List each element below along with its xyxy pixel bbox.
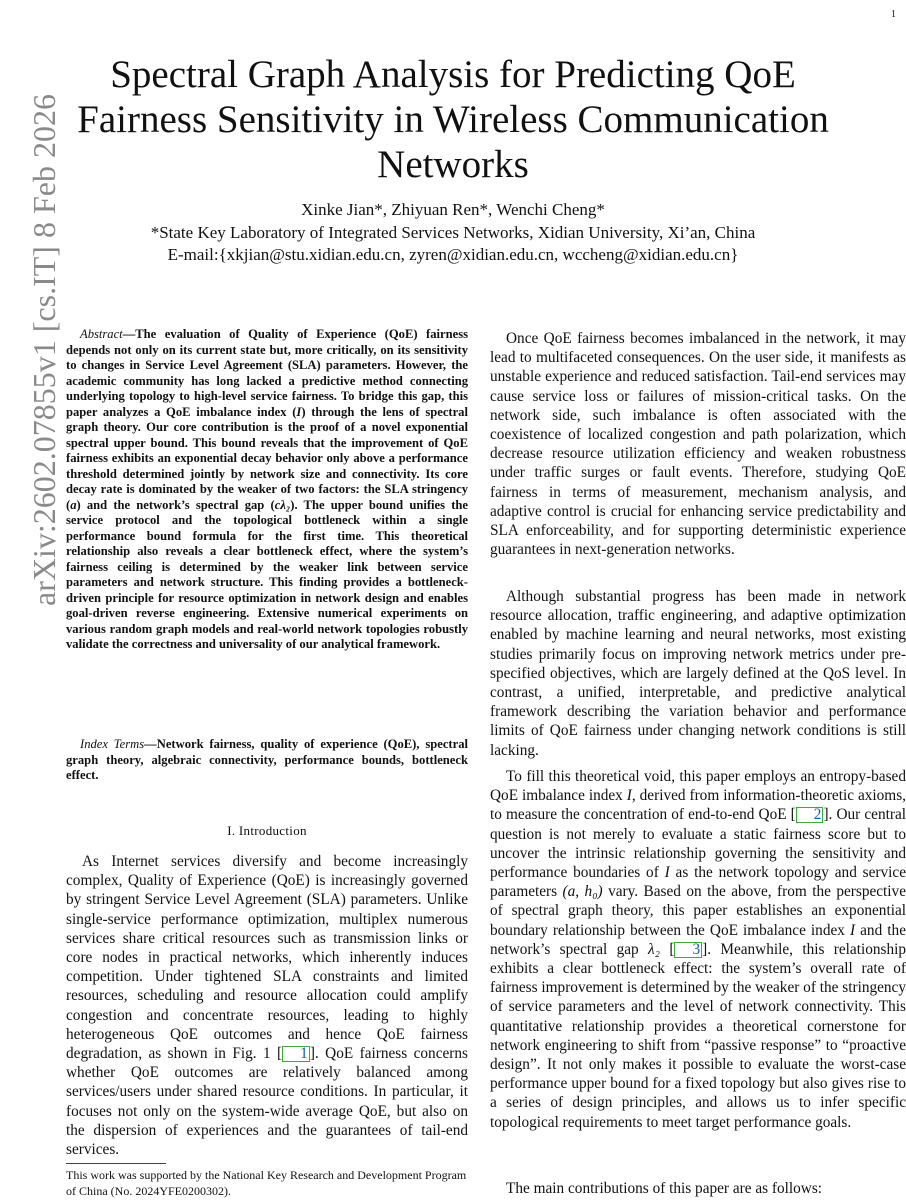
citation-number: 3: [692, 940, 701, 958]
author-list: Xinke Jian*, Zhiyuan Ren*, Wenchi Cheng*: [301, 200, 605, 219]
paragraph-text: [: [659, 940, 675, 958]
symbol-sla-stringency: a: [70, 497, 77, 512]
footnote-divider: [66, 1163, 166, 1164]
paragraph-text: ]. Our central question is not merely to evaluate a static fairness score but to uncover the intrinsic relationship governing the sensitivity and performance boundaries of: [490, 806, 906, 882]
paragraph-contributions-intro: The main contributions of this paper are as follows:: [506, 1180, 823, 1197]
paragraph-text: To fill this theoretical void, this paper employs an entropy-based QoE imbalance index: [490, 768, 906, 805]
abstract-text: —The evaluation of Quality of Experience (QoE) fairness depends not only on its current state but, more critically, on its sensitivity to changes in Service Level Agreement (SLA) parameters. However, the academic community has long lacked a predictive method connecting underlying topology to high-level service fairness. To bridge this gap, this paper analyzes a QoE imbalance index (: [66, 327, 468, 419]
paragraph-text: and the network’s spectral gap: [490, 921, 906, 958]
citation-link-3[interactable]: [674, 942, 702, 958]
paragraph-approach: [490, 767, 906, 1177]
author-emails: E-mail:{xkjian@stu.xidian.edu.cn, zyren@xidian.edu.cn, wccheng@xidian.edu.cn}: [167, 245, 739, 264]
symbol-imbalance-index: I: [664, 864, 670, 882]
paragraph-consequences: Once QoE fairness becomes imbalanced in the network, it may lead to multifaceted consequences. On the user side, it manifests as unstable experience and reduced satisfaction. Tail-end services may cause service loss or failures of mission-critical tasks. On the network side, such imbalance is often associated with the coexistence of localized congestion and path polarization, which decrease resource utilization efficiency and weaken robustness under traffic surges or fault events. Therefore, studying QoE fairness in terms of measurement, mechanism analysis, and adaptive control is crucial for enhancing service predictability and SLA enforceability, and for supporting deterministic experience guarantees in next-generation networks.: [490, 330, 906, 559]
citation-link-1[interactable]: [282, 1046, 310, 1062]
index-terms: [66, 737, 468, 787]
index-terms-lead: Index Terms: [80, 737, 145, 751]
funding-footnote: This work was supported by the National Key Research and Development Program of China (No. 2024YFE0200302).: [66, 1168, 467, 1198]
paragraph-text: ]. QoE fairness concerns whether QoE outcomes are relatively balanced among services/users under shared resource conditions. In particular, it focuses not only on the system-wide average QoE, but also on the dispersion of experiences and the guarantees of tail-end services.: [66, 1045, 468, 1159]
symbol-imbalance-index: I: [849, 921, 856, 939]
section-heading-introduction: I. Introduction: [227, 823, 307, 838]
page-number: 1: [891, 9, 896, 20]
index-terms-text: —Network fairness, quality of experience (QoE), spectral graph theory, algebraic connectivity, performance bounds, bottleneck effect.: [66, 737, 469, 782]
symbol-imbalance-index: I: [296, 404, 302, 419]
paragraph-text: as the network topology and service parameters: [490, 864, 906, 901]
paragraph-related-work: Although substantial progress has been made in network resource allocation, traffic engineering, and adaptive optimization enabled by machine learning and neural networks, most existing studies primarily focus on improving network metrics under pre-specified objectives, which are largely defined at the QoS level. In contrast, a unified, interpretable, and predictive analytical framework describing the variation behavior and performance limits of QoE fairness under changing network conditions is still lacking.: [490, 588, 906, 759]
citation-number: 1: [300, 1045, 308, 1063]
citation-number: 2: [813, 806, 822, 824]
paragraph-text: ]. Meanwhile, this relationship exhibits a clear bottleneck effect: the system’s overall rate of fairness improvement is determined by the weaker of the stringency of service parameters and the level of network connectivity. This quantitative relationship provides a theoretical cornerstone for network engineering to shift from “passive response” to “proactive design”. It not only makes it possible to evaluate the worst-case performance upper bound for a fixed topology but also gives rise to a series of design principles, and allows us to infer specific topological requirements to meet target performance goals.: [490, 940, 906, 1131]
paragraph-text: vary. Based on the above, from the perspective of spectral graph theory, this paper establishes an exponential boundary relationship between the QoE imbalance index: [490, 883, 906, 939]
symbol-imbalance-index: I: [626, 787, 632, 805]
paragraph-text: As Internet services diversify and become increasingly complex, Quality of Experience (QoE) is increasingly governed by stringent Service Level Agreement (SLA) parameters. Unlike single-service performance optimization, multiplex numerous services share critical resources such as transmission links or core nodes in practical networks, which inherently induces competition. Under tightened SLA constraints and limited resources, scheduling and resource allocation could amplify congestion and concentrate resources, leading to highly heterogeneous QoE outcomes and hence QoE fairness degradation, as shown in Fig. 1 [: [66, 853, 468, 1063]
abstract-text: ) through the lens of spectral graph theory. Our core contribution is the proof of a novel exponential spectral upper bound. This bound reveals that the improvement of QoE fairness exhibits an exponential decay behavior only above a performance threshold determined jointly by network size and connectivity. Its core decay rate is dominated by the weaker of two factors: the SLA stringency (: [66, 404, 468, 512]
symbol-service-parameters: (a, h₀): [562, 883, 603, 901]
abstract-text: ). The upper bound unifies the service protocol and the topological bottleneck within a single performance bound formula for the first time. This theoretical relationship also reveals a clear bottleneck effect, where the system’s fairness ceiling is determined by the weaker link between service parameters and network structure. This finding provides a bottleneck-driven principle for resource optimization in network design and enables goal-driven reverse engineering. Extensive numerical experiments on various random graph models and real-world network topologies robustly validate the correctness and universality of our analytical framework.: [66, 497, 468, 651]
citation-link-2[interactable]: [796, 807, 824, 823]
paragraph-text: , derived from information-theoretic axioms, to measure the concentration of end-to-end QoE [: [490, 787, 906, 824]
abstract-text: ) and the network’s spectral gap (: [76, 497, 275, 512]
symbol-spectral-gap: cλ₂: [274, 497, 291, 512]
author-affiliation: *State Key Laboratory of Integrated Services Networks, Xidian University, Xi’an, China: [150, 223, 756, 242]
abstract-lead: Abstract: [80, 327, 123, 341]
arxiv-identifier-stamp: arXiv:2602.07855v1 [cs.IT] 8 Feb 2026: [26, 94, 62, 606]
symbol-spectral-gap: λ₂: [648, 940, 660, 958]
paper-title: Spectral Graph Analysis for Predicting QoE Fairness Sensitivity in Wireless Communication Networks: [77, 53, 829, 186]
abstract: [66, 327, 468, 723]
intro-paragraph: [66, 852, 468, 1159]
